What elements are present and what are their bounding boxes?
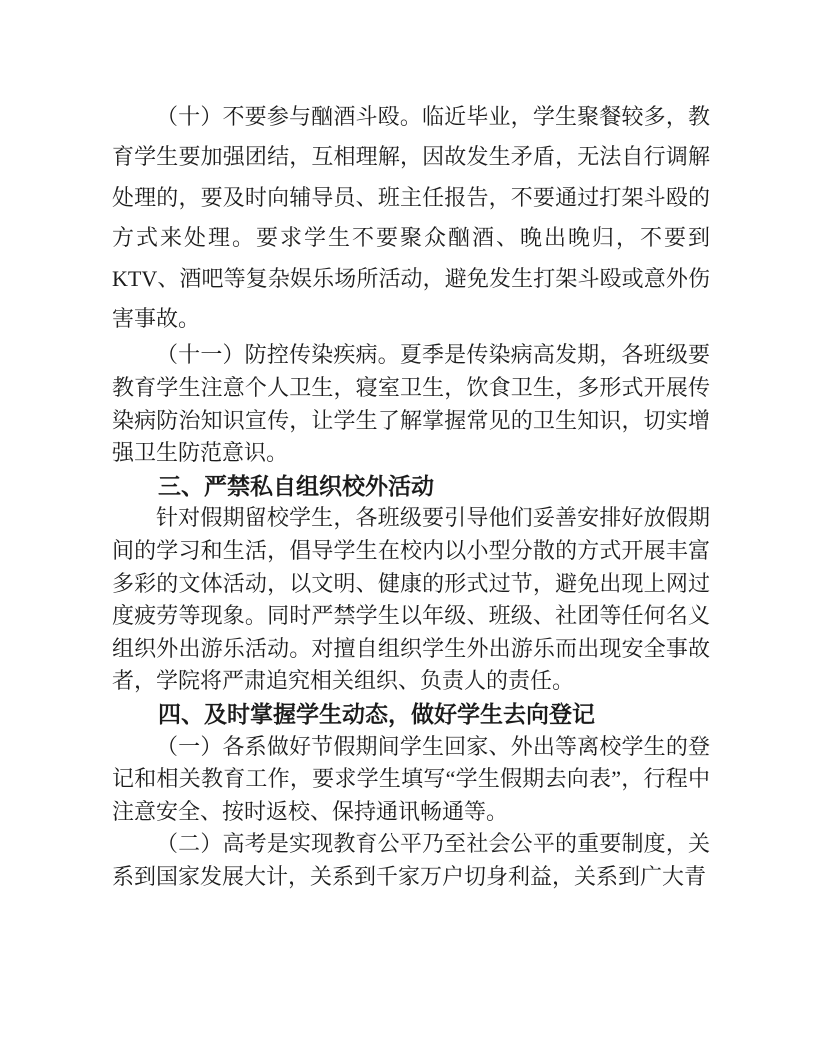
paragraph-item-ten: （十）不要参与酗酒斗殴。临近毕业，学生聚餐较多，教育学生要加强团结，互相理解，因故发生矛盾，无法自行调解处理的，要及时向辅导员、班主任报告，不要通过打架斗殴的方式来处理。要求学生不要聚众酗酒、晚出晚归，不要到 KTV、酒吧等复杂娱乐场所活动，避免发生打架斗殴或意外伤害事故。 <box>112 104 710 332</box>
paragraph-section-three-body: 针对假期留校学生，各班级要引导他们妥善安排好放假期间的学习和生活，倡导学生在校内以小型分散的方式开展丰富多彩的文体活动，以文明、健康的形式过节，避免出现上网过度疲劳等现象。同时严禁学生以年级、班级、社团等任何名义组织外出游乐活动。对擅自组织学生外出游乐而出现安全事故者，学院将严肃追究相关组织、负责人的责任。 <box>112 505 710 694</box>
paragraph-item-two: （二）高考是实现教育公平乃至社会公平的重要制度，关系到国家发展大计，关系到千家万户切身利益，关系到广大青 <box>112 831 710 889</box>
section-heading-three: 三、严禁私自组织校外活动 <box>158 472 434 499</box>
page-text-area <box>112 0 710 894</box>
paragraph-item-eleven: （十一）防控传染疾病。夏季是传染病高发期，各班级要教育学生注意个人卫生，寝室卫生，饮食卫生，多形式开展传染病防治知识宣传，让学生了解掌握常见的卫生知识，切实增强卫生防范意识。 <box>112 342 710 466</box>
section-heading-four: 四、及时掌握学生动态，做好学生去向登记 <box>158 700 595 727</box>
paragraph-item-one: （一）各系做好节假期间学生回家、外出等离校学生的登记和相关教育工作，要求学生填写“学生假期去向表”，行程中注意安全、按时返校、保持通讯畅通等。 <box>112 733 710 824</box>
